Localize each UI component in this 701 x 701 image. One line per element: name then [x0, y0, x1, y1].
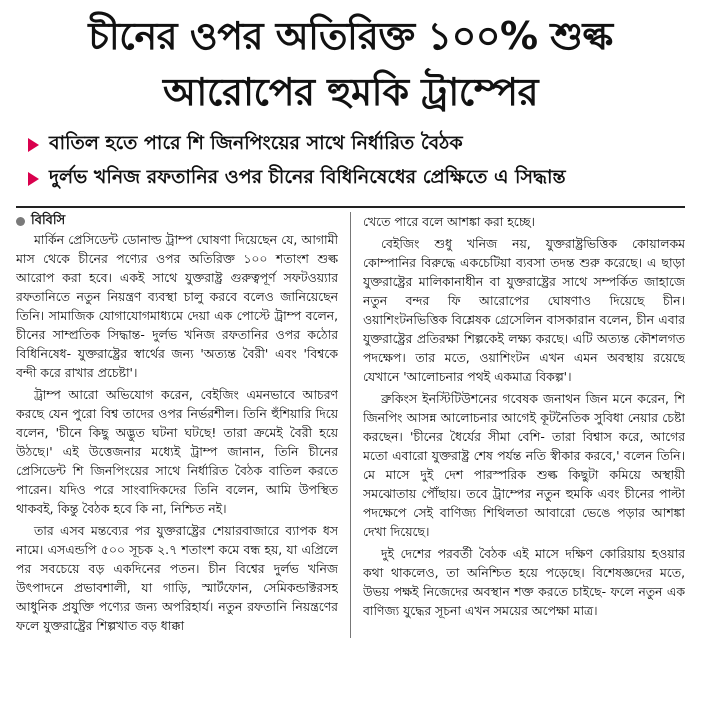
- subheadline-text: দুর্লভ খনিজ রফতানির ওপর চীনের বিধিনিষেধের প্রেক্ষিতে এ সিদ্ধান্ত: [49, 166, 566, 188]
- paragraph: মার্কিন প্রেসিডেন্ট ডোনাল্ড ট্রাম্প ঘোষণা দিয়েছেন যে, আগামী মাস থেকে চীনের পণ্যের ওপর অতিরিক্ত ১০০ শতাংশ শুল্ক আরোপ করা হবে। একই সাথে যুক্তরাষ্ট্র গুরুত্বপূর্ণ সফটওয়্যার রফতানিতে নতুন নিয়ন্ত্রণ ব্যবস্থা চালু করবে বলেও জানিয়েছেন তিনি। সামাজিক যোগাযোগমাধ্যমে দেয়া এক পোস্টে ট্রাম্প বলেন, চীনের সাম্প্রতিক সিদ্ধান্ত- দুর্লভ খনিজ রফতানির ওপর কঠোর বিধিনিষেধ- যুক্তরাষ্ট্রের স্বার্থের জন্য 'অত্যন্ত বৈরী' এবং 'বিশ্বকে বন্দী করে রাখার প্রচেষ্টা'।: [16, 232, 339, 380]
- paragraph: বেইজিং শুধু খনিজ নয়, যুক্তরাষ্ট্রভিত্তিক কোয়ালকম কোম্পানির বিরুদ্ধে একচেটিয়া ব্যবসা তদন্ত শুরু করেছে। এ ছাড়া যুক্তরাষ্ট্রের মালিকানাধীন বা যুক্তরাষ্ট্রের সাথে সম্পর্কিত জাহাজে নতুন বন্দর ফি আরোপের ঘোষণাও দিয়েছে চীন। ওয়াশিংটনভিত্তিক বিশ্লেষক গ্রেসেলিন বাসকারান বলেন, চীন এবার যুক্তরাষ্ট্রের প্রতিরক্ষা শিল্পকেই লক্ষ্য করছে। এটি অত্যন্ত কৌশলগত পদক্ষেপ। তার মতে, ওয়াশিংটন এখন এমন অবস্থায় রয়েছে যেখানে 'আলোচনার পথই একমাত্র বিকল্প'।: [363, 236, 686, 384]
- paragraph: তার এসব মন্তব্যের পর যুক্তরাষ্ট্রের শেয়ারবাজারে ব্যাপক ধস নামে। এসএন্ডপি ৫০০ সূচক ২.৭ শতাংশ কমে বন্ধ হয়, যা এপ্রিলে পর সবচেয়ে বড় একদিনের পতন। চীন বিশ্বের দুর্লভ খনিজ উৎপাদনে প্রভাবশালী, যা গাড়ি, স্মার্টফোন, সেমিকন্ডাক্টরসহ আধুনিক প্রযুক্তি পণ্যের জন্য অপরিহার্য। নতুন রফতানি নিয়ন্ত্রণের ফলে যুক্তরাষ্ট্রের শিল্পখাত বড় ধাক্কা: [16, 523, 339, 633]
- paragraph: ব্রুকিংস ইনস্টিটিউশনের গবেষক জনাথন জিন মনে করেন, শি জিনপিং আসন্ন আলোচনার আগেই কূটনৈতিক সুবিধা নেয়ার চেষ্টা করছেন। 'চীনের ধৈর্যের সীমা বেশি- তারা বিশ্বাস করে, আগের মতো এবারো যুক্তরাষ্ট্র শেষ পর্যন্ত নতি স্বীকার করবে,' বলেন তিনি। মে মাসে দুই দেশ পারস্পরিক শুল্ক কিছুটা কমিয়ে অস্থায়ী সমঝোতায় পৌঁছায়। তবে ট্রাম্পের নতুন হুমকি এবং চীনের পাল্টা পদক্ষেপে সেই বাণিজ্য শিথিলতা আবারো ভেঙে পড়ার আশঙ্কা দেখা দিয়েছে।: [363, 391, 686, 539]
- source-label: বিবিসি: [31, 212, 66, 228]
- subheadline-list: [16, 128, 685, 196]
- paragraph: খেতে পারে বলে আশঙ্কা করা হচ্ছে।: [363, 214, 535, 229]
- subheadline-item: [28, 128, 685, 162]
- article-body: [16, 212, 685, 638]
- column-divider: [350, 212, 351, 638]
- left-column: [16, 212, 338, 638]
- headline: [16, 0, 685, 120]
- paragraph: ট্রাম্প আরো অভিযোগ করেন, বেইজিং এমনভাবে আচরণ করছে যেন পুরো বিশ্ব তাদের ওপর নির্ভরশীল। তিনি হুঁশিয়ারি দিয়ে বলেন, 'চীনে কিছু অদ্ভুত ঘটনা ঘটছে! তারা ক্রমেই বৈরী হয়ে উঠছে।' এই উত্তেজনার মধ্যেই ট্রাম্প জানান, তিনি চীনের প্রেসিডেন্ট শি জিনপিংয়ের সাথে নির্ধারিত বৈঠক বাতিল করতে পারেন। যদিও পরে সাংবাদিকদের তিনি বলেন, আমি উপস্থিত থাকবই, কিন্তু বৈঠক হবে কি না, নিশ্চিত নই।: [16, 387, 339, 516]
- source-credit: [16, 212, 338, 230]
- subheadline-text: বাতিল হতে পারে শি জিনপিংয়ের সাথে নির্ধারিত বৈঠক: [49, 132, 463, 154]
- paragraph: দুই দেশের পরবর্তী বৈঠক এই মাসে দক্ষিণ কোরিয়ায় হওয়ার কথা থাকলেও, তা অনিশ্চিত হয়ে পড়েছে। বিশেষজ্ঞদের মতে, উভয় পক্ষই নিজেদের অবস্থান শক্ত করতে চাইছে- ফলে নতুন এক বাণিজ্য যুদ্ধের সূচনা এখন সময়ের অপেক্ষা মাত্র।: [363, 546, 686, 618]
- divider-rule: [16, 206, 685, 208]
- headline-line-2: আরোপের হুমকি ট্রাম্পের: [163, 70, 538, 114]
- headline-line-1: চীনের ওপর অতিরিক্ত ১০০% শুল্ক: [88, 14, 613, 58]
- dot-icon: [16, 217, 25, 226]
- subheadline-item: [28, 162, 685, 196]
- triangle-bullet-icon: [28, 138, 39, 152]
- right-column: [363, 212, 685, 638]
- triangle-bullet-icon: [28, 172, 39, 186]
